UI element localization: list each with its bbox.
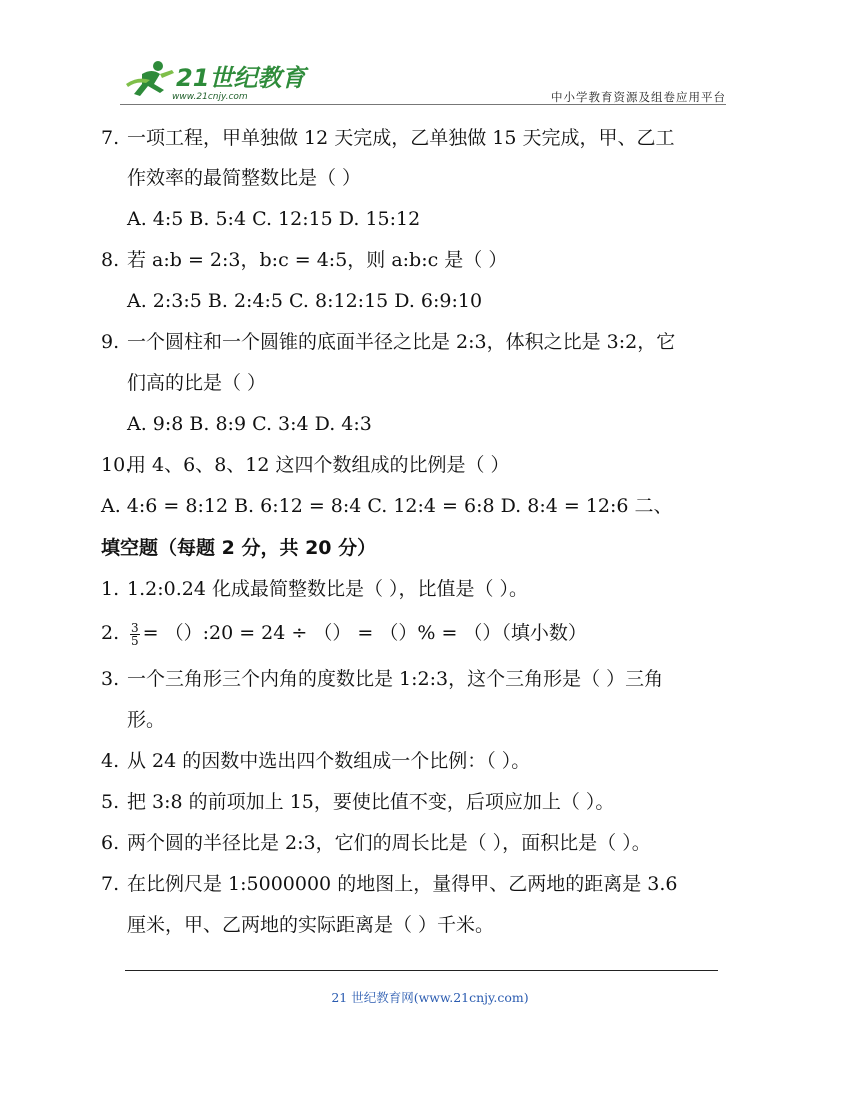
fill-question-7-continuation: 厘米，甲、乙两地的实际距离是（ ）千米。 <box>127 914 495 936</box>
question-7 <box>101 125 675 151</box>
question-9-continuation: 们高的比是（ ） <box>127 372 267 394</box>
logo-url: www.21cnjy.com <box>172 92 248 102</box>
fill-question-4 <box>101 748 530 774</box>
fill-question-3 <box>101 666 663 692</box>
question-text: 两个圆的半径比是 2:3，它们的周长比是（ ），面积比是（ ）。 <box>127 832 651 854</box>
question-9 <box>101 329 675 355</box>
logo-text: 21世纪教育 <box>176 64 306 92</box>
fill-question-3-continuation: 形。 <box>127 709 166 731</box>
fraction-denominator: 5 <box>131 633 139 648</box>
fill-question-2 <box>101 620 587 647</box>
question-10 <box>101 452 510 478</box>
page-footer: 21 世纪教育网(www.21cnjy.com) <box>331 990 529 1005</box>
question-text: 用 4、6、8、12 这四个数组成的比例是（ ） <box>127 454 510 476</box>
fraction <box>130 622 140 647</box>
question-text: 若 a:b = 2:3，b:c = 4:5，则 a:b:c 是（ ） <box>127 249 508 271</box>
question-text: 在比例尺是 1:5000000 的地图上，量得甲、乙两地的距离是 3.6 <box>127 873 678 895</box>
question-number: 2. <box>101 622 120 644</box>
question-number: 4. <box>101 750 120 772</box>
fill-question-1 <box>101 576 528 602</box>
question-text: 一项工程，甲单独做 12 天完成，乙单独做 15 天完成，甲、乙工 <box>127 127 675 149</box>
header-rule <box>120 104 726 105</box>
question-text: 一个三角形三个内角的度数比是 1:2:3，这个三角形是（ ）三角 <box>127 668 664 690</box>
fill-question-6 <box>101 830 651 856</box>
page-header <box>120 56 726 106</box>
question-number: 7. <box>101 873 120 895</box>
question-number: 9. <box>101 331 120 353</box>
question-text: 把 3:8 的前项加上 15，要使比值不变，后项应加上（ ）。 <box>127 791 615 813</box>
question-number: 5. <box>101 791 120 813</box>
question-text: 一个圆柱和一个圆锥的底面半径之比是 2:3，体积之比是 3:2，它 <box>127 331 676 353</box>
question-number: 7. <box>101 127 120 149</box>
question-number: 6. <box>101 832 120 854</box>
question-8 <box>101 247 507 273</box>
section-title: 填空题（每题 2 分，共 20 分） <box>101 537 377 559</box>
question-text: 1.2:0.24 化成最简整数比是（ ），比值是（ ）。 <box>127 578 529 600</box>
question-10-options: A. 4:6 = 8:12 B. 6:12 = 8:4 C. 12:4 = 6:8 D. 8:4 = 12:6 二、 <box>101 495 673 517</box>
question-7-options: A. 4:5 B. 5:4 C. 12:15 D. 15:12 <box>127 208 421 230</box>
question-text: 从 24 的因数中选出四个数组成一个比例：（ ）。 <box>127 750 531 772</box>
question-number: 3. <box>101 668 120 690</box>
question-number: 1. <box>101 578 120 600</box>
footer-rule <box>125 970 718 971</box>
question-9-options: A. 9:8 B. 8:9 C. 3:4 D. 4:3 <box>127 413 372 435</box>
question-7-continuation: 作效率的最简整数比是（ ） <box>127 167 362 189</box>
fill-question-5 <box>101 789 614 815</box>
question-text: = （）:20 = 24 ÷ （） = （）% = （）（填小数） <box>142 622 587 644</box>
question-number: 8. <box>101 249 120 271</box>
question-8-options: A. 2:3:5 B. 2:4:5 C. 8:12:15 D. 6:9:10 <box>127 290 483 312</box>
fraction-numerator: 3 <box>131 620 139 635</box>
header-tagline: 中小学教育资源及组卷应用平台 <box>551 90 726 104</box>
fill-question-7 <box>101 871 677 897</box>
logo-21cnjy <box>120 56 306 104</box>
question-number: 10. <box>101 454 132 476</box>
runner-icon <box>126 61 174 96</box>
